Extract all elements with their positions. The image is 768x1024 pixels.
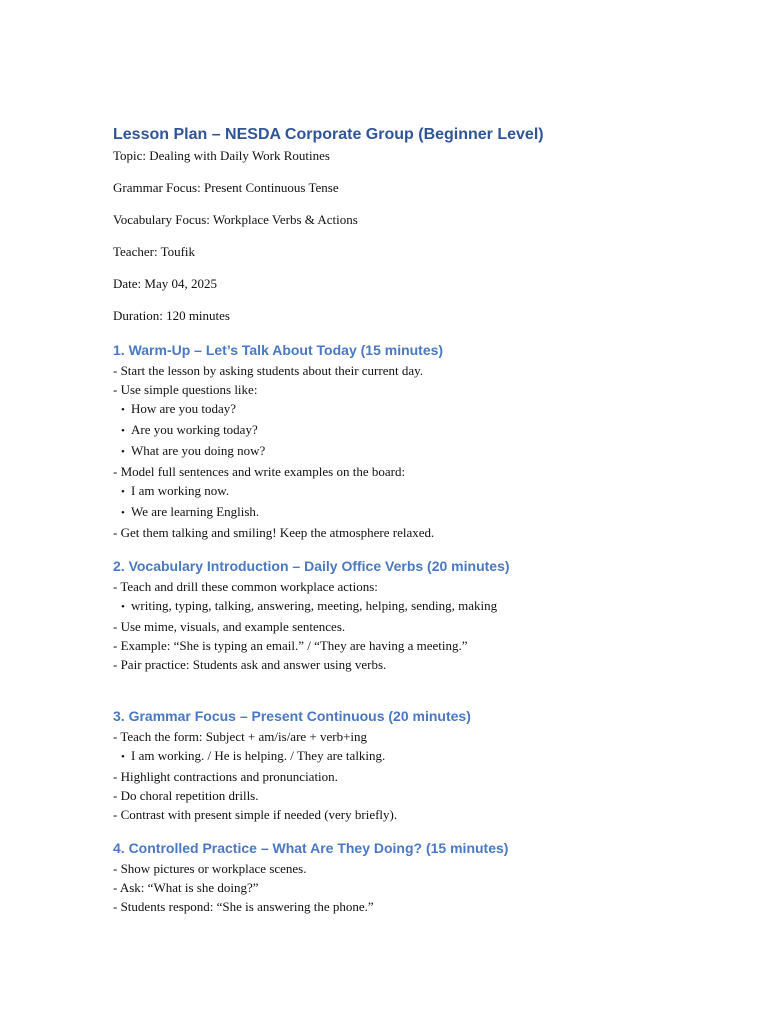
list-item: - Teach the form: Subject + am/is/are + verb+ing bbox=[113, 729, 368, 744]
meta-duration: Duration: 120 minutes bbox=[113, 308, 230, 323]
document-title: Lesson Plan – NESDA Corporate Group (Beginner Level) bbox=[113, 126, 544, 143]
list-item: - Use mime, visuals, and example sentences. bbox=[113, 619, 346, 634]
sub-list-item bbox=[113, 502, 733, 523]
sub-list-item-text: I am working. / He is helping. / They are talking. bbox=[131, 748, 386, 763]
section-controlled-practice bbox=[113, 838, 733, 916]
sub-list-item bbox=[113, 441, 733, 462]
sub-list-item-text: writing, typing, talking, answering, meeting, helping, sending, making bbox=[131, 598, 498, 613]
list-item: - Do choral repetition drills. bbox=[113, 788, 259, 803]
list-item: - Pair practice: Students ask and answer using verbs. bbox=[113, 657, 387, 672]
section-warm-up bbox=[113, 340, 733, 542]
list-item: - Model full sentences and write examples on the board: bbox=[113, 464, 406, 479]
sub-list-item-text: I am working now. bbox=[131, 483, 230, 498]
section-heading: 3. Grammar Focus – Present Continuous (20 minutes) bbox=[113, 708, 471, 724]
list-item: - Use simple questions like: bbox=[113, 382, 258, 397]
list-item: - Students respond: “She is answering the phone.” bbox=[113, 899, 374, 914]
meta-teacher: Teacher: Toufik bbox=[113, 244, 196, 259]
sub-list-item bbox=[113, 420, 733, 441]
bullet-icon: • bbox=[121, 486, 125, 498]
bullet-icon: • bbox=[121, 751, 125, 763]
meta-topic: Topic: Dealing with Daily Work Routines bbox=[113, 148, 330, 163]
sub-list-item-text: We are learning English. bbox=[131, 504, 260, 519]
bullet-icon: • bbox=[121, 404, 125, 416]
meta-vocabulary-focus: Vocabulary Focus: Workplace Verbs & Actions bbox=[113, 212, 358, 227]
bullet-icon: • bbox=[121, 507, 125, 519]
list-item: - Example: “She is typing an email.” / “They are having a meeting.” bbox=[113, 638, 468, 653]
section-grammar bbox=[113, 706, 733, 824]
list-item: - Highlight contractions and pronunciation. bbox=[113, 769, 338, 784]
sub-list-item-text: What are you doing now? bbox=[131, 443, 266, 458]
sub-list-item-text: Are you working today? bbox=[131, 422, 258, 437]
lesson-meta bbox=[113, 148, 733, 324]
bullet-icon: • bbox=[121, 601, 125, 613]
list-item: - Ask: “What is she doing?” bbox=[113, 880, 259, 895]
meta-date: Date: May 04, 2025 bbox=[113, 276, 217, 291]
section-vocabulary bbox=[113, 556, 733, 674]
bullet-icon: • bbox=[121, 446, 125, 458]
bullet-icon: • bbox=[121, 425, 125, 437]
section-heading: 2. Vocabulary Introduction – Daily Office Verbs (20 minutes) bbox=[113, 558, 510, 574]
sub-list-item bbox=[113, 481, 733, 502]
list-item: - Contrast with present simple if needed (very briefly). bbox=[113, 807, 398, 822]
list-item: - Teach and drill these common workplace actions: bbox=[113, 579, 378, 594]
section-heading: 1. Warm-Up – Let’s Talk About Today (15 minutes) bbox=[113, 342, 444, 358]
sub-list-item bbox=[113, 746, 733, 767]
list-item: - Start the lesson by asking students about their current day. bbox=[113, 363, 424, 378]
list-item: - Get them talking and smiling! Keep the atmosphere relaxed. bbox=[113, 525, 435, 540]
sub-list-item bbox=[113, 399, 733, 420]
list-item: - Show pictures or workplace scenes. bbox=[113, 861, 307, 876]
sub-list-item-text: How are you today? bbox=[131, 401, 237, 416]
meta-grammar-focus: Grammar Focus: Present Continuous Tense bbox=[113, 180, 339, 195]
sub-list-item bbox=[113, 596, 733, 617]
section-heading: 4. Controlled Practice – What Are They Doing? (15 minutes) bbox=[113, 840, 509, 856]
document-body bbox=[113, 124, 733, 930]
